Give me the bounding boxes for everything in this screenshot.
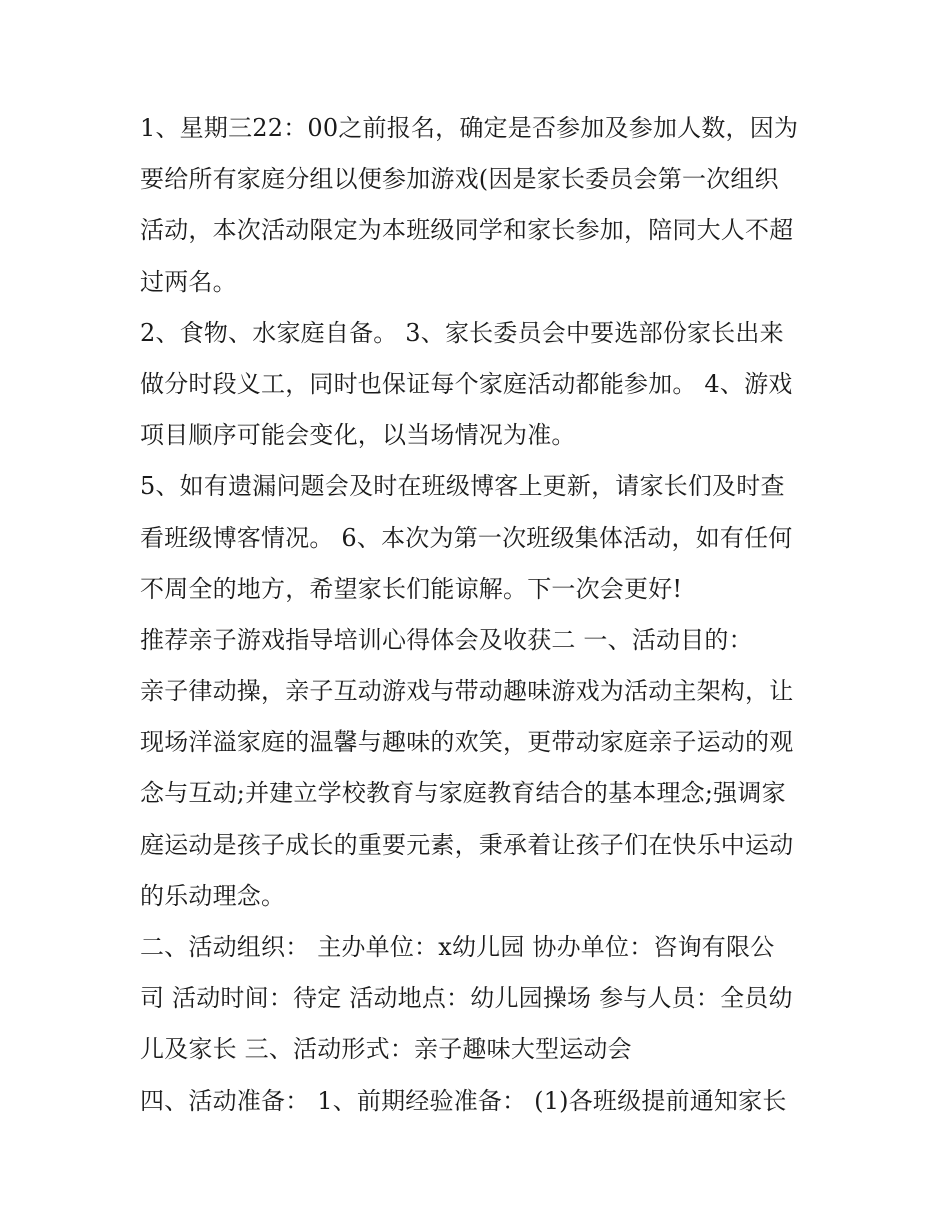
text-line: 活动，本次活动限定为本班级同学和家长参加，陪同大人不超: [140, 216, 794, 245]
text-line: 现场洋溢家庭的温馨与趣味的欢笑，更带动家庭亲子运动的观: [140, 728, 794, 757]
text-line: 1、星期三22：00之前报名，确定是否参加及参加人数，因为: [140, 114, 799, 142]
text-line: 亲子律动操，亲子互动游戏与带动趣味游戏为活动主架构，让: [140, 677, 794, 706]
document-body: [140, 103, 830, 1127]
text-line: 做分时段义工，同时也保证每个家庭活动都能参加。 4、游戏: [140, 369, 793, 398]
text-line: 推荐亲子游戏指导培训心得体会及收获二 一、活动目的：: [140, 625, 753, 654]
text-line: 念与互动;并建立学校教育与家庭教育结合的基本理念;强调家: [140, 779, 786, 808]
text-line: 看班级博客情况。 6、本次为第一次班级集体活动，如有任何: [140, 523, 793, 552]
text-line: 2、食物、水家庭自备。 3、家长委员会中要选部份家长出来: [140, 318, 784, 347]
text-line: 不周全的地方，希望家长们能谅解。下一次会更好!: [140, 574, 683, 603]
text-line: 过两名。: [140, 267, 237, 296]
text-line: 要给所有家庭分组以便参加游戏(因是家长委员会第一次组织: [140, 165, 779, 194]
text-line: 庭运动是孩子成长的重要元素，秉承着让孩子们在快乐中运动: [140, 830, 794, 859]
text-line: 5、如有遗漏问题会及时在班级博客上更新，请家长们及时查: [140, 472, 785, 501]
text-line: 司 活动时间：待定 活动地点：幼儿园操场 参与人员：全员幼: [140, 984, 793, 1013]
text-line: 四、活动准备： 1、前期经验准备： (1)各班级提前通知家长: [140, 1086, 787, 1115]
text-line: 儿及家长 三、活动形式：亲子趣味大型运动会: [140, 1035, 632, 1064]
text-line: 二、活动组织： 主办单位：x幼儿园 协办单位：咨询有限公: [140, 933, 775, 961]
text-line: 项目顺序可能会变化，以当场情况为准。: [140, 421, 576, 450]
text-line: 的乐动理念。: [140, 881, 286, 910]
